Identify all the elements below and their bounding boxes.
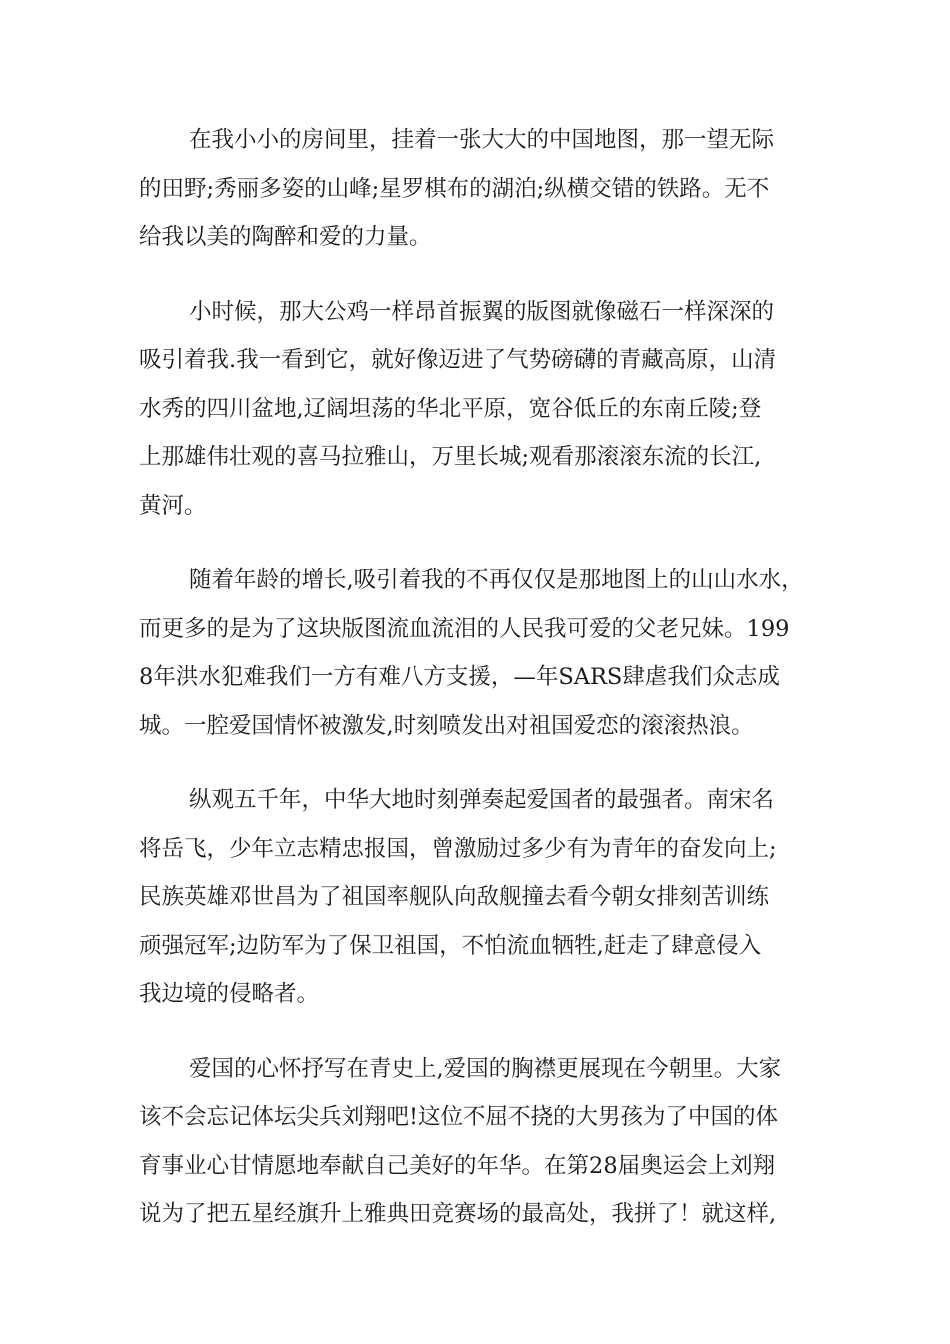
- paragraph-line: 育事业心甘情愿地奉献自己美好的年华。在第28届奥运会上刘翔: [139, 1152, 776, 1179]
- document-body: [139, 116, 819, 1265]
- paragraph-3: [139, 556, 819, 750]
- paragraph-2: [139, 288, 819, 531]
- paragraph-line: 将岳飞，少年立志精忠报国，曾激励过多少有为青年的奋发向上;: [139, 835, 777, 862]
- paragraph-line: 该不会忘记体坛尖兵刘翔吧!这位不屈不挠的大男孩为了中国的体: [139, 1104, 779, 1130]
- paragraph-line: 小时候，那大公鸡一样昂首振翼的版图就像磁石一样深深的: [189, 298, 775, 325]
- paragraph-line: 随着年龄的增长,吸引着我的不再仅仅是那地图上的山山水水，: [189, 567, 804, 593]
- paragraph-line: 吸引着我.我一看到它，就好像迈进了气势磅礴的青藏高原，山清: [139, 347, 777, 373]
- paragraph-line: 水秀的四川盆地,辽阔坦荡的华北平原，宽谷低丘的东南丘陵;登: [139, 395, 762, 422]
- paragraph-line: 我边境的侵略者。: [139, 981, 320, 1007]
- paragraph-line: 给我以美的陶醉和爱的力量。: [139, 224, 432, 250]
- paragraph-5: [139, 1045, 819, 1239]
- paragraph-line: 纵观五千年，中华大地时刻弹奏起爱国者的最强者。南宋名: [189, 787, 775, 813]
- paragraph-line: 在我小小的房间里，挂着一张大大的中国地图，那一望无际: [189, 127, 775, 153]
- paragraph-line: 民族英雄邓世昌为了祖国率舰队向敌舰撞去看今朝女排刻苦训练: [139, 884, 770, 910]
- paragraph-line: 黄河。: [139, 492, 207, 519]
- paragraph-4: [139, 776, 819, 1019]
- paragraph-line: 顽强冠军;边防军为了保卫祖国，不怕流血牺牲,赶走了肆意侵入: [139, 932, 762, 959]
- paragraph-1: [139, 116, 819, 262]
- paragraph-line: 城。一腔爱国情怀被激发,时刻喷发出对祖国爱恋的滚滚热浪。: [139, 712, 754, 739]
- paragraph-line: 8年洪水犯难我们一方有难八方支援，—年SARS肆虐我们众志成: [139, 664, 780, 690]
- paragraph-line: 的田野;秀丽多姿的山峰;星罗棋布的湖泊;纵横交错的铁路。无不: [139, 175, 770, 202]
- paragraph-line: 上那雄伟壮观的喜马拉雅山，万里长城;观看那滚滚东流的长江,: [139, 444, 762, 470]
- paragraph-line: 说为了把五星经旗升上雅典田竞赛场的最高处，我拼了！就这样,: [139, 1201, 777, 1227]
- paragraph-line: 爱国的心怀抒写在青史上,爱国的胸襟更展现在今朝里。大家: [189, 1055, 782, 1082]
- paragraph-line: 而更多的是为了这块版图流血流泪的人民我可爱的父老兄妹。199: [139, 615, 790, 642]
